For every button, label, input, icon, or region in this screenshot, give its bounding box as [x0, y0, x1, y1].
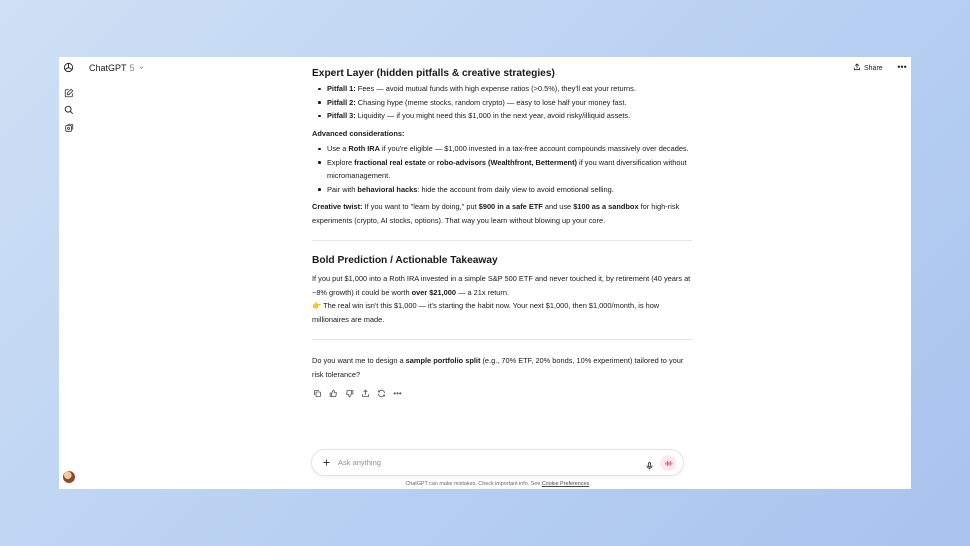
copy-icon[interactable] — [313, 389, 322, 398]
share-response-icon[interactable] — [361, 389, 370, 398]
library-icon[interactable] — [62, 121, 75, 134]
composer — [311, 449, 684, 476]
message-input[interactable]: Ask anything — [338, 458, 381, 467]
model-selector[interactable] — [89, 61, 145, 75]
thumbs-up-icon[interactable] — [329, 389, 338, 398]
list-item: Use a Roth IRA if you're eligible — $1,000 invested in a tax-free account compounds massively over decades. — [312, 142, 692, 156]
more-actions-icon[interactable]: ••• — [393, 389, 402, 398]
prediction-heading: Bold Prediction / Actionable Takeaway — [312, 255, 498, 266]
model-name: ChatGPT — [89, 63, 127, 73]
search-icon[interactable] — [62, 103, 75, 116]
disclaimer: ChatGPT can make mistakes. Check important info. See Cookie Preferences. — [405, 481, 591, 487]
share-icon — [853, 63, 861, 73]
share-button[interactable] — [853, 61, 883, 75]
list-item: Pitfall 3: Liquidity — if you might need this $1,000 in the next year, avoid risky/illiquid assets. — [312, 109, 692, 123]
list-item: Pitfall 2: Chasing hype (meme stocks, random crypto) — easy to lose half your money fast. — [312, 96, 692, 110]
message-actions — [313, 389, 692, 398]
divider — [312, 240, 692, 241]
sidebar-rail — [59, 57, 79, 489]
model-version: 5 — [129, 63, 135, 73]
assistant-message — [312, 67, 692, 398]
chevron-down-icon — [138, 63, 145, 73]
list-item: Pitfall 1: Fees — avoid mutual funds with high expense ratios (>0.5%), they'll eat your returns. — [312, 82, 692, 96]
share-label: Share — [864, 64, 883, 72]
new-chat-icon[interactable] — [62, 86, 75, 99]
regenerate-icon[interactable] — [377, 389, 386, 398]
expert-layer-heading: Expert Layer (hidden pitfalls & creative strategies) — [312, 68, 555, 79]
prediction-paragraph: If you put $1,000 into a Roth IRA invested in a simple S&P 500 ETF and never touched it, by retirement (40 years at ~8% growth) it could be worth over $21,000 — a 21x return. 👉 The real win isn't this $1,000 — it's starting the habit now. Your next $1,000, then $1,000/month, is how millionaires are made. — [312, 274, 691, 324]
chatgpt-window — [59, 57, 911, 489]
divider — [312, 339, 692, 340]
pitfalls-list — [312, 82, 692, 123]
microphone-icon[interactable] — [645, 458, 654, 468]
voice-mode-button[interactable] — [660, 455, 676, 471]
pointing-hand-emoji: 👉 — [312, 301, 322, 310]
thumbs-down-icon[interactable] — [345, 389, 354, 398]
voice-waveform-icon — [664, 459, 673, 468]
plus-icon[interactable] — [321, 457, 332, 468]
openai-logo-icon[interactable] — [62, 61, 75, 74]
advanced-list — [312, 142, 692, 196]
advanced-heading: Advanced considerations: — [312, 128, 405, 138]
list-item: Pair with behavioral hacks: hide the account from daily view to avoid emotional selling. — [312, 183, 692, 197]
more-options-icon[interactable]: ••• — [897, 62, 907, 72]
list-item: Explore fractional real estate or robo-advisors (Wealthfront, Betterment) if you want diversification without micromanagement. — [312, 156, 692, 183]
cookie-preferences-link[interactable]: Cookie Preferences — [541, 481, 590, 487]
creative-twist-paragraph: Creative twist: If you want to "learn by doing," put $900 in a safe ETF and use $100 as a sandbox for high-risk experiments (crypto, AI stocks, options). That way you learn without blowing up your core. — [312, 202, 680, 225]
followup-question: Do you want me to design a sample portfolio split (e.g., 70% ETF, 20% bonds, 10% experiment) tailored to your risk tolerance? — [312, 356, 684, 379]
